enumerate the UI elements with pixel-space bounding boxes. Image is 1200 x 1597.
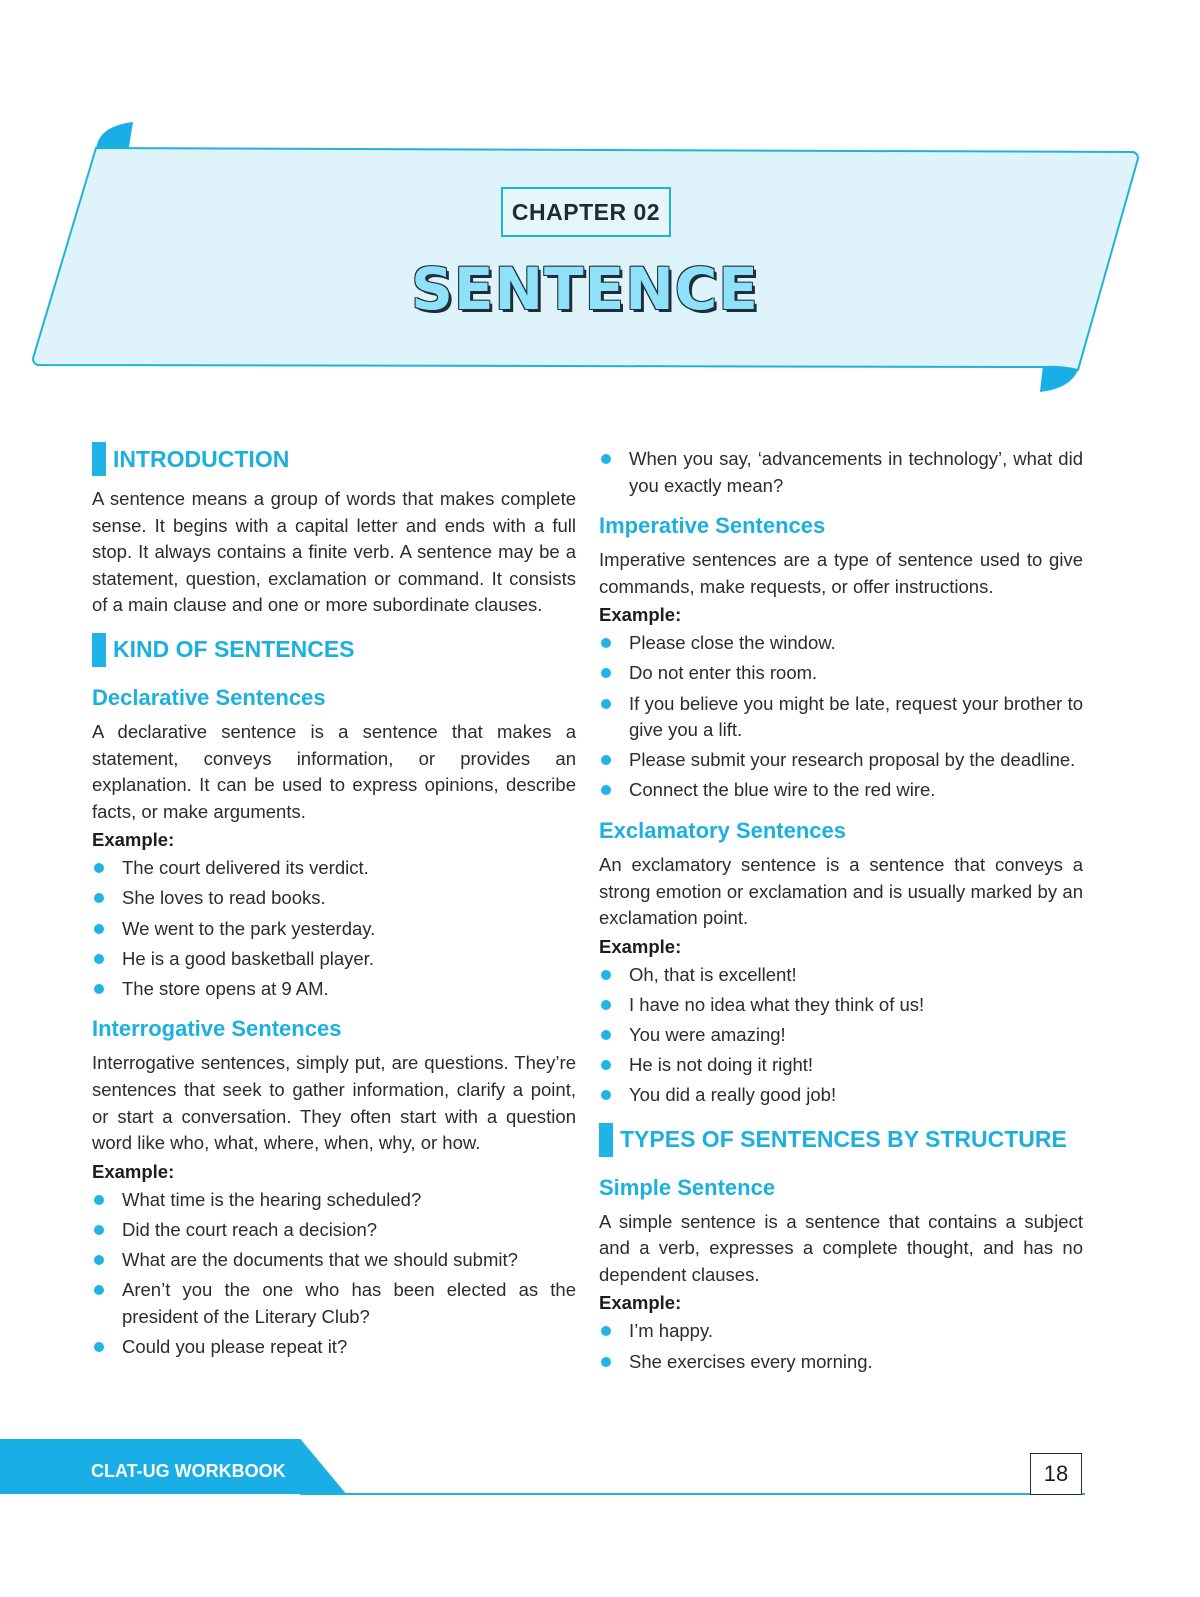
example-label: Example: xyxy=(92,1160,175,1182)
chapter-label: CHAPTER 02 xyxy=(501,187,671,237)
bullet-icon xyxy=(94,984,104,994)
introduction-text: A sentence means a group of words that makes complete sense. It begins with a capital letter and ends with a full stop. It always contains a finite verb. A sentence may be a statement, question, exclamation or command. It consists of a main clause and one or more subordinate clauses. xyxy=(92,488,576,616)
list-item: She loves to read books. xyxy=(92,885,576,912)
list-item: I’m happy. xyxy=(599,1318,1083,1345)
footer-label: CLAT-UG WORKBOOK xyxy=(91,1461,286,1481)
list-item: The store opens at 9 AM. xyxy=(92,976,576,1003)
list-item: The court delivered its verdict. xyxy=(92,855,576,882)
interrogative-text: Interrogative sentences, simply put, are questions. They’re sentences that seek to gather information, clarify a point, or start a conversation. They often start with a question word like who, what, where, when, why, or how. xyxy=(92,1052,576,1154)
bullet-icon xyxy=(601,1326,611,1336)
introduction-heading-text: INTRODUCTION xyxy=(113,445,290,472)
bullet-icon xyxy=(601,1060,611,1070)
example-label: Example: xyxy=(599,604,682,626)
bullet-icon xyxy=(601,638,611,648)
list-item: Did the court reach a decision? xyxy=(92,1217,576,1244)
bullet-icon xyxy=(601,1030,611,1040)
list-item: You did a really good job! xyxy=(599,1082,1083,1109)
bullet-icon xyxy=(601,1000,611,1010)
example-label: Example: xyxy=(599,935,682,957)
page-number: 18 xyxy=(1030,1453,1082,1495)
declarative-text: A declarative sentence is a sentence that makes a statement, conveys information, or provides an explanation. It can be used to express opinions, describe facts, or make arguments. xyxy=(92,720,576,822)
bullet-icon xyxy=(94,1225,104,1235)
kinds-heading-text: KIND OF SENTENCES xyxy=(113,636,355,663)
list-item: If you believe you might be late, request your brother to give you a lift. xyxy=(599,691,1083,744)
bullet-icon xyxy=(601,785,611,795)
bullet-icon xyxy=(601,699,611,709)
imperative-title: Imperative Sentences xyxy=(599,513,826,539)
list-item: I have no idea what they think of us! xyxy=(599,992,1083,1019)
heading-bar-icon xyxy=(92,633,106,667)
list-item: You were amazing! xyxy=(599,1022,1083,1049)
exclamatory-title: Exclamatory Sentences xyxy=(599,817,847,843)
interrogative-examples-continued xyxy=(599,446,1083,499)
bullet-icon xyxy=(601,454,611,464)
list-item: When you say, ‘advancements in technology’, what did you exactly mean? xyxy=(599,446,1083,499)
list-item: What time is the hearing scheduled? xyxy=(92,1187,576,1214)
list-item: What are the documents that we should submit? xyxy=(92,1247,576,1274)
bullet-icon xyxy=(601,1357,611,1367)
example-label: Example: xyxy=(92,829,175,851)
interrogative-title: Interrogative Sentences xyxy=(92,1016,342,1042)
heading-bar-icon xyxy=(92,442,106,476)
simple-title: Simple Sentence xyxy=(599,1174,776,1200)
bullet-icon xyxy=(94,1255,104,1265)
list-item: She exercises every morning. xyxy=(599,1349,1083,1376)
simple-examples xyxy=(599,1318,1083,1375)
list-item: He is a good basketball player. xyxy=(92,946,576,973)
bullet-icon xyxy=(601,755,611,765)
example-label: Example: xyxy=(599,1292,682,1314)
bullet-icon xyxy=(94,1285,104,1295)
bullet-icon xyxy=(94,924,104,934)
imperative-examples xyxy=(599,630,1083,804)
kinds-heading xyxy=(92,633,576,667)
list-item: Connect the blue wire to the red wire. xyxy=(599,777,1083,804)
structure-heading-text: TYPES OF SENTENCES BY STRUCTURE xyxy=(620,1126,1067,1153)
bullet-icon xyxy=(94,954,104,964)
heading-bar-icon xyxy=(599,1123,613,1157)
list-item: We went to the park yesterday. xyxy=(92,916,576,943)
declarative-examples xyxy=(92,855,576,1002)
list-item: Oh, that is excellent! xyxy=(599,962,1083,989)
list-item: Could you please repeat it? xyxy=(92,1334,576,1361)
bullet-icon xyxy=(601,668,611,678)
declarative-title: Declarative Sentences xyxy=(92,684,326,710)
list-item: Do not enter this room. xyxy=(599,660,1083,687)
list-item: He is not doing it right! xyxy=(599,1052,1083,1079)
right-column xyxy=(599,446,1083,1379)
bullet-icon xyxy=(94,1195,104,1205)
exclamatory-text: An exclamatory sentence is a sentence that conveys a strong emotion or exclamation and is usually marked by an exclamation point. xyxy=(599,853,1083,929)
bullet-icon xyxy=(94,893,104,903)
introduction-heading xyxy=(92,442,576,476)
interrogative-examples xyxy=(92,1187,576,1361)
bullet-icon xyxy=(94,863,104,873)
list-item: Please submit your research proposal by the deadline. xyxy=(599,747,1083,774)
bullet-icon xyxy=(601,970,611,980)
simple-text: A simple sentence is a sentence that contains a subject and a verb, expresses a complete thought, and has no dependent clauses. xyxy=(599,1210,1083,1285)
left-column xyxy=(92,442,576,1364)
list-item: Aren’t you the one who has been elected as the president of the Literary Club? xyxy=(92,1277,576,1330)
chapter-title: SENTENCE xyxy=(411,255,759,323)
exclamatory-examples xyxy=(599,962,1083,1109)
bullet-icon xyxy=(94,1342,104,1352)
imperative-text: Imperative sentences are a type of sentence used to give commands, make requests, or offer instructions. xyxy=(599,549,1083,597)
structure-heading xyxy=(599,1123,1083,1157)
bullet-icon xyxy=(601,1090,611,1100)
list-item: Please close the window. xyxy=(599,630,1083,657)
